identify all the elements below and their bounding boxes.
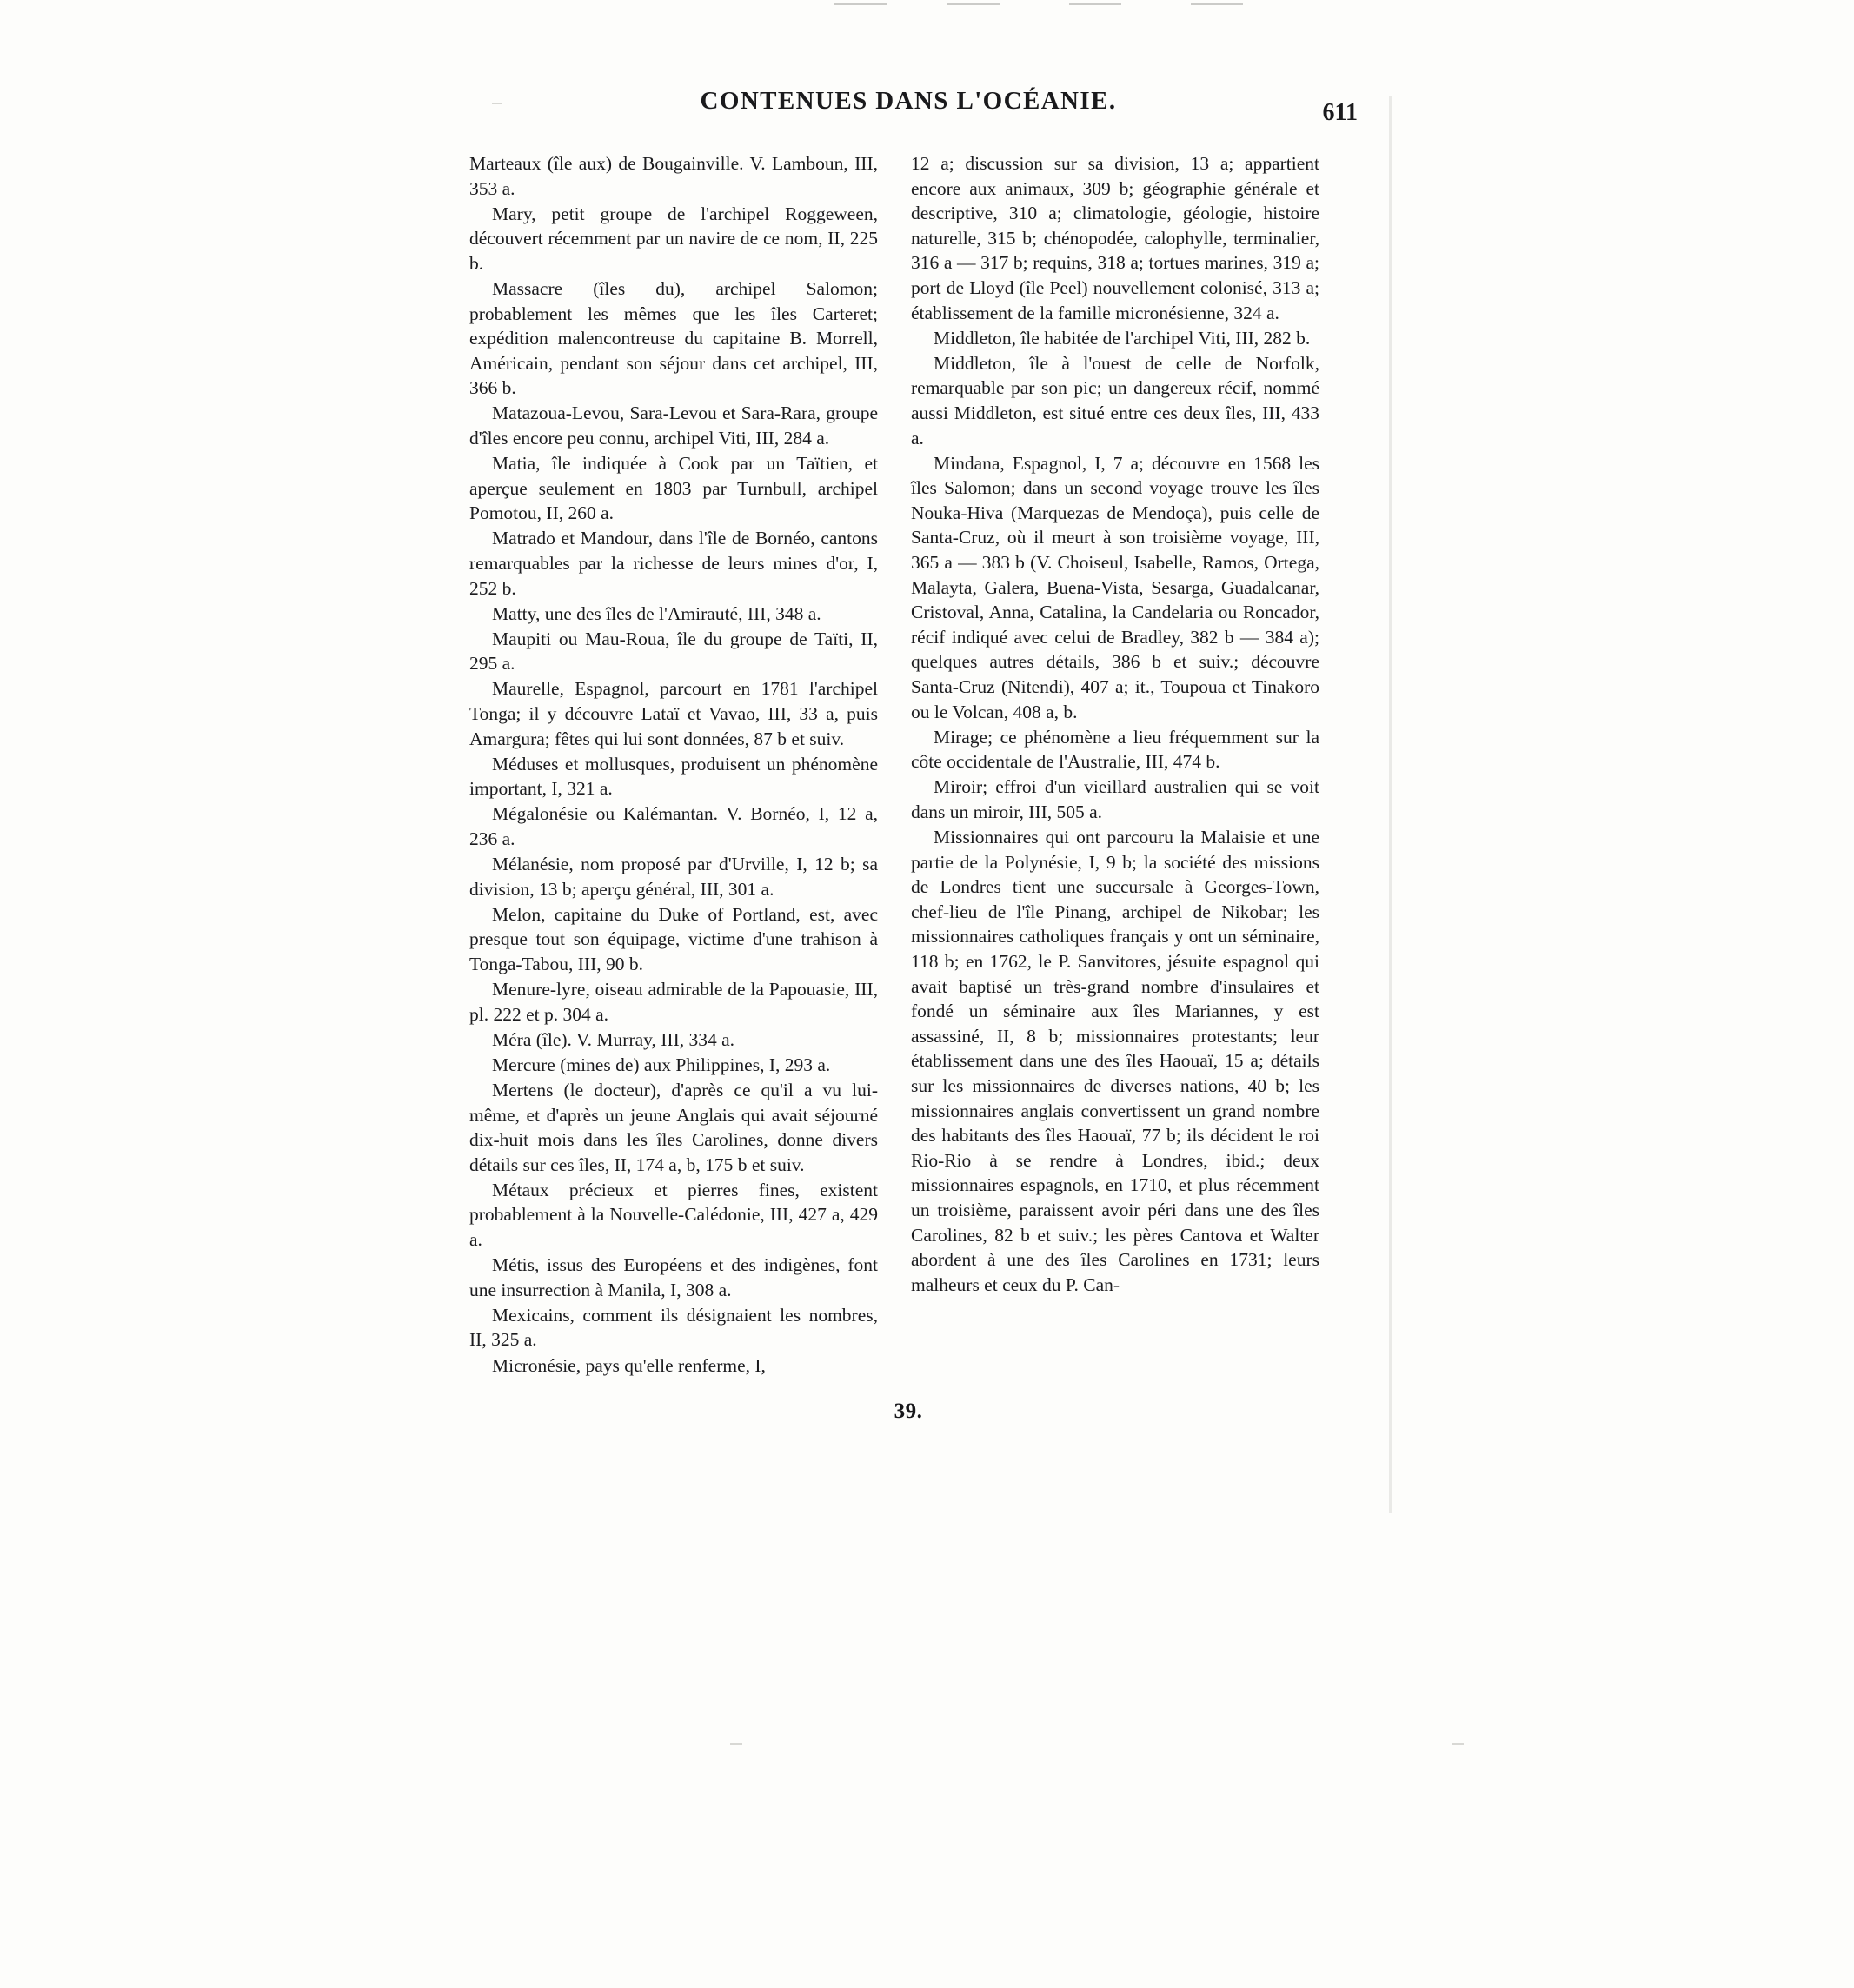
index-entry: Matia, île indiquée à Cook par un Taïtien, et aperçue seulement en 1803 par Turnbull, archipel Pomotou, II, 260 a.: [469, 453, 878, 524]
index-entry: Mertens (le docteur), d'après ce qu'il a vu lui-même, et d'après un jeune Anglais qui avait séjourné dix-huit mois dans les îles Carolines, donne divers détails sur ces îles, II, 174 a, b, 175 b et suiv.: [469, 1079, 878, 1175]
crop-mark-top-far-right: [1191, 3, 1243, 5]
index-entry: Mexicains, comment ils désignaient les nombres, II, 325 a.: [469, 1304, 878, 1351]
page-header: [469, 87, 1358, 129]
index-entry: Melon, capitaine du Duke of Portland, est, avec presque tout son équipage, victime d'une trahison à Tonga-Tabou, III, 90 b.: [469, 903, 878, 974]
crop-mark-top-mid: [947, 3, 1000, 5]
index-entry: Mélanésie, nom proposé par d'Urville, I, 12 b; sa division, 13 b; aperçu général, III, 301 a.: [469, 854, 878, 900]
index-entry: Massacre (îles du), archipel Salomon; probablement les mêmes que les îles Carteret; expédition malencontreuse du capitaine B. Morrell, Américain, pendant son séjour dans cet archipel, III, 366 b.: [469, 277, 878, 399]
column-left: [469, 151, 878, 1379]
column-right: [911, 151, 1319, 1298]
index-entry: Mindana, Espagnol, I, 7 a; découvre en 1568 les îles Salomon; dans un second voyage trouve les îles Nouka-Hiva (Marquezas de Mendoça), puis celle de Santa-Cruz, où il meurt à son troisième voyage, III, 365 a — 383 b (V. Choiseul, Isabelle, Ramos, Ortega, Malayta, Galera, Buena-Vista, Sesarga, Guadalcanar, Cristoval, Anna, Catalina, la Candelaria ou Roncador, récif indiqué avec celui de Bradley, 382 b — 384 a); quelques autres détails, 386 b et suiv.; découvre Santa-Cruz (Nitendi), 407 a; it., Toupoua et Tinakoro ou le Volcan, 408 a, b.: [911, 452, 1319, 722]
index-entry: Menure-lyre, oiseau admirable de la Papouasie, III, pl. 222 et p. 304 a.: [469, 979, 878, 1025]
signature-mark: 39.: [894, 1399, 923, 1423]
index-entry: Middleton, île à l'ouest de celle de Norfolk, remarquable par son pic; un dangereux récif, nommé aussi Middleton, est situé entre ces deux îles, III, 433 a.: [911, 352, 1319, 449]
index-entry: Missionnaires qui ont parcouru la Malaisie et une partie de la Polynésie, I, 9 b; la société des missions de Londres tient une succursale à Georges-Town, chef-lieu de l'île Pinang, archipel de Nikobar; les missionnaires catholiques français y ont un séminaire, 118 b; en 1762, le P. Sanvitores, jésuite espagnol qui avait baptisé un très-grand nombre d'insulaires et fondé un séminaire aux îles Mariannes, y est assassiné, II, 8 b; missionnaires protestants; leur établissement dans une des îles Haouaï, 15 a; détails sur les missionnaires de diverses nations, 40 b; les missionnaires anglais convertissent un grand nombre des habitants des îles Haouaï, 77 b; ils décident le roi Rio-Rio à se rendre à Londres, ibid.; deux missionnaires espagnols, en 1710, et plus récemment un troisième, paraissent avoir péri dans une des îles Carolines, 82 b et suiv.; les pères Cantova et Walter abordent à une des îles Carolines en 1731; leurs malheurs et ceux du P. Can-: [911, 827, 1319, 1295]
index-entry: Mary, petit groupe de l'archipel Roggeween, découvert récemment par un navire de ce nom, II, 225 b.: [469, 203, 878, 274]
index-entry: Mirage; ce phénomène a lieu fréquemment sur la côte occidentale de l'Australie, III, 474 b.: [911, 726, 1319, 773]
index-entry: Middleton, île habitée de l'archipel Viti, III, 282 b.: [934, 327, 1311, 349]
index-entry: Matty, une des îles de l'Amirauté, III, 348 a.: [492, 602, 821, 624]
running-title: CONTENUES DANS L'OCÉANIE.: [700, 87, 1117, 115]
index-entry: Miroir; effroi d'un vieillard australien qui se voit dans un miroir, III, 505 a.: [911, 776, 1319, 822]
index-entry: Micronésie, pays qu'elle renferme, I,: [492, 1354, 766, 1376]
index-entry: Maurelle, Espagnol, parcourt en 1781 l'archipel Tonga; il y découvre Lataï et Vavao, III, 33 a, puis Amargura; fêtes qui lui sont données, 87 b et suiv.: [469, 678, 878, 749]
index-entry: Méduses et mollusques, produisent un phénomène important, I, 321 a.: [469, 753, 878, 800]
index-entry: Mercure (mines de) aux Philippines, I, 293 a.: [492, 1054, 831, 1075]
index-entry: Métaux précieux et pierres fines, existent probablement à la Nouvelle-Calédonie, III, 427 a, 429 a.: [469, 1179, 878, 1251]
index-entry: Matrado et Mandour, dans l'île de Bornéo, cantons remarquables par la richesse de leurs mines d'or, I, 252 b.: [469, 528, 878, 599]
index-entry: Métis, issus des Européens et des indigènes, font une insurrection à Manila, I, 308 a.: [469, 1254, 878, 1300]
scan-speck-bottom-right: [1452, 1743, 1464, 1745]
index-entry: 12 a; discussion sur sa division, 13 a; appartient encore aux animaux, 309 b; géographie générale et descriptive, 310 a; climatologie, géologie, histoire naturelle, 315 b; chénopodée, calophylle, terminalier, 316 a — 317 b; requins, 318 a; tortues marines, 319 a; port de Lloyd (île Peel) nouvellement colonisé, 313 a; établissement de la famille micronésienne, 324 a.: [911, 153, 1319, 323]
two-column-body: [469, 151, 1347, 1379]
index-entry: Méra (île). V. Murray, III, 334 a.: [492, 1028, 735, 1050]
index-entry: Matazoua-Levou, Sara-Levou et Sara-Rara, groupe d'îles encore peu connu, archipel Viti, III, 284 a.: [469, 402, 878, 449]
crop-mark-top-left: [834, 3, 887, 5]
index-entry: Marteaux (île aux) de Bougainville. V. Lamboun, III, 353 a.: [469, 153, 878, 199]
crop-mark-top-right: [1069, 3, 1121, 5]
index-entry: Maupiti ou Mau-Roua, île du groupe de Taïti, II, 295 a.: [469, 628, 878, 675]
index-entry: Mégalonésie ou Kalémantan. V. Bornéo, I, 12 a, 236 a.: [469, 803, 878, 850]
scan-speck-bottom-left: [730, 1743, 742, 1745]
page-number: 611: [1322, 99, 1358, 126]
text-block: [469, 87, 1358, 1424]
page-edge-shadow: [1389, 96, 1392, 1513]
